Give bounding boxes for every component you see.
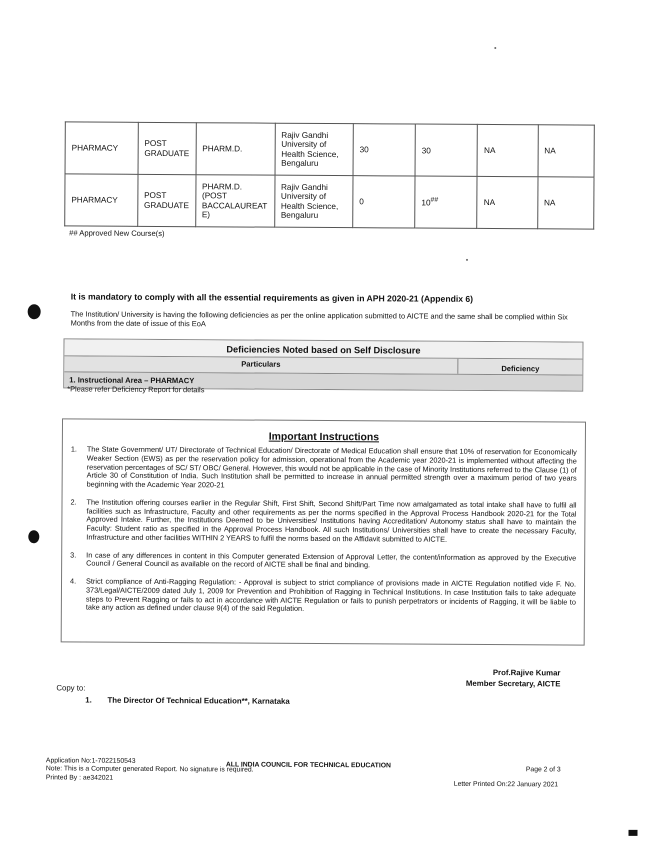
instruction-text: The State Government/ UT/ Directorate of Technical Education/ Directorate of Medical Education shall ensure that 10% of reservation for Economically Weaker Section (EWS) as per the reservation policy for admission, operational from the Academic year 2020-21 is implemented without affecting the reservation percentages of SC/ ST/ OBC/ General. However, this would not be applicable in the case of Minority Institutions referred to the Clause (1) of Article 30 of Constitution of India. Such Institution shall be permitted to increase in annual permitted strength over a maximum period of two years beginning with the Academic Year 2020-21 — [87, 446, 577, 493]
printed-by: Printed By : ae342021 — [46, 774, 254, 784]
intake-approved-cell — [415, 124, 478, 176]
approved-marker: ## — [431, 197, 439, 204]
intake-prev-cell: 0 — [353, 176, 415, 228]
computer-generated-note: Note: This is a Computer generated Report. No signature is required. — [46, 766, 254, 776]
intake-approved-value: 10 — [421, 198, 430, 207]
copy-to-number: 1. — [85, 696, 105, 705]
program-cell: PHARMACY — [65, 122, 138, 174]
instruction-number: 1. — [71, 445, 87, 489]
deficiency-table — [63, 338, 583, 391]
mandatory-compliance-heading: It is mandatory to comply with all the essential requirements as given in APH 2020-21 (Appendix 6) — [71, 291, 473, 303]
instruction-text: Strict compliance of Anti-Ragging Regulation: - Approval is subject to strict compliance of provisions made in AICTE Regulation notified vide F. No. 373/Legal/AICTE/2009 dated July 1, 2009 for Prevention and Prohibition of Ragging in Technical Institutions. In case Institution fails to take adequate steps to Prevent Ragging or fails to act in accordance with AICTE Regulation or fails to punish perpetrators or incidents of Ragging, it will be liable to take any action as defined under clause 9(4) of the said Regulation. — [86, 578, 576, 616]
scan-corner-mark — [628, 830, 637, 836]
punch-hole-mark — [28, 304, 41, 319]
instructions-title: Important Instructions — [63, 430, 585, 444]
approved-course-footnote: ## Approved New Course(s) — [69, 228, 164, 238]
course-cell: PHARM.D. — [196, 123, 275, 175]
instruction-item — [71, 445, 577, 492]
signatory-name: Prof.Rajive Kumar — [450, 668, 560, 680]
nri-cell: NA — [477, 124, 538, 176]
deficiency-title: Deficiencies Noted based on Self Disclosure — [64, 339, 582, 359]
page-number: Page 2 of 3 — [526, 766, 561, 773]
instruction-number: 4. — [70, 577, 86, 612]
scan-speck — [494, 47, 496, 49]
table-row — [65, 174, 594, 229]
university-cell: Rajiv Gandhi University of Health Science, Bengaluru — [275, 123, 354, 175]
instruction-text: The Institution offering courses earlier in the Regular Shift, First Shift, Second Shift/Part Time now amalgamated as total intake shall have to fulfil all facilities such as Infrastructure, Faculty and other requirements as per the norms specified in the Approval Process Handbook 2020-21 for the Total Approved Intake. Further, the Institutions Deemed to be Universities/ Institutions having Accreditation/ Autonomy status shall have to maintain the Faculty: Student ratio as specified in the Approval Process Handbook. All such Institutions/ Universities shall have to create the necessary Faculty, Infrastructure and other facilities WITHIN 2 YEARS to fulfil the norms based on the Affidavit submitted to AICTE. — [86, 498, 576, 545]
application-number: Application No:1-7022150543 — [46, 757, 254, 767]
instruction-number: 3. — [70, 551, 86, 569]
council-name: ALL INDIA COUNCIL FOR TECHNICAL EDUCATION — [226, 761, 391, 769]
signatory-designation: Member Secretary, AICTE — [450, 679, 560, 691]
instruction-item — [70, 577, 576, 615]
copy-to-label: Copy to: — [56, 683, 85, 692]
particulars-header: Particulars — [64, 356, 458, 373]
instruction-item — [70, 551, 576, 572]
instruction-number: 2. — [70, 498, 86, 542]
printed-date: Letter Printed On:22 January 2021 — [454, 781, 558, 789]
nri-cell: NA — [477, 176, 538, 228]
footer-left — [46, 757, 254, 784]
important-instructions-box — [61, 418, 586, 645]
course-cell: PHARM.D. (POST BACCALAUREAT E) — [195, 175, 274, 227]
punch-hole-mark — [28, 530, 39, 543]
deficiency-header-label: Deficiency — [458, 359, 582, 375]
course-table — [64, 121, 595, 229]
pio-cell: NA — [537, 177, 594, 229]
university-cell: Rajiv Gandhi University of Health Science, Bengaluru — [274, 175, 353, 227]
intake-approved-value: 30 — [422, 146, 431, 155]
instruction-item — [70, 498, 576, 545]
copy-to-item — [85, 696, 289, 706]
pio-cell: NA — [538, 125, 595, 177]
copy-to-recipient: The Director Of Technical Education**, Karnataka — [107, 696, 289, 706]
level-cell: POST GRADUATE — [137, 174, 195, 226]
level-cell: POST GRADUATE — [138, 122, 196, 174]
deficiency-note: *Please refer Deficiency Report for details — [67, 384, 204, 394]
instructions-list — [70, 445, 577, 624]
intake-prev-cell: 30 — [353, 124, 415, 176]
scan-speck — [466, 259, 468, 261]
table-row — [65, 122, 594, 177]
program-cell: PHARMACY — [65, 174, 138, 226]
intake-approved-cell — [415, 176, 478, 228]
instruction-text: In case of any differences in content in this Computer generated Extension of Approval Letter, the content/information as approved by the Executive Council / General Council as available on the record of AICTE shall be final and binding. — [86, 551, 576, 571]
deficiency-intro-text: The Institution/ University is having the following deficiencies as per the online application submitted to AICTE and the same shall be complied within Six Months from the date of issue of this EoA — [71, 309, 587, 331]
deficiency-row: 1. Instructional Area – PHARMACY — [64, 372, 582, 390]
signature-block — [450, 668, 560, 690]
